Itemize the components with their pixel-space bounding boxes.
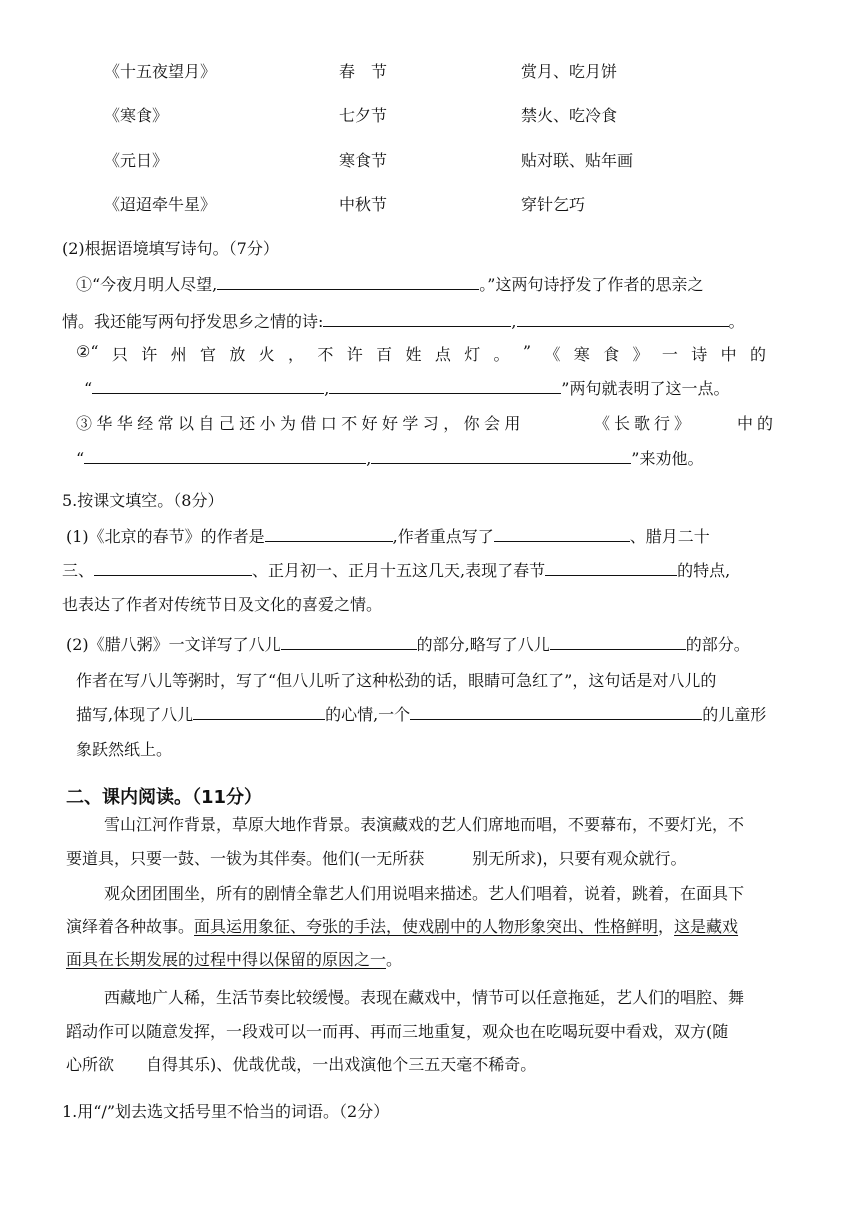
- char: 中: [720, 345, 737, 364]
- q5-part2-line2: 作者在写八儿等粥时，写了“但八儿听了这种松劲的话，眼睛可急红了”，这句话是对八儿的: [76, 671, 717, 690]
- section-heading: 二、课内阅读。（11分）: [66, 787, 263, 808]
- char: 许: [346, 345, 363, 364]
- char: 食: [603, 345, 620, 364]
- answer-blank[interactable]: [494, 540, 630, 542]
- question-text: ③华华经常以自己还小为借口不好好学习，你会用: [76, 414, 525, 433]
- custom-item: 穿针乞巧: [521, 195, 586, 214]
- char: 灯: [464, 345, 481, 364]
- char: 只: [111, 345, 128, 364]
- passage-text: ，: [658, 917, 675, 936]
- answer-blank[interactable]: [193, 718, 325, 720]
- char: 《: [544, 345, 561, 364]
- q5-part2-line3: [76, 702, 766, 725]
- poem-item-3: [76, 411, 776, 434]
- char: ”: [522, 342, 532, 361]
- char: 》: [632, 345, 649, 364]
- char: 州: [170, 345, 187, 364]
- passage-text: 演绎着各种故事。: [66, 917, 195, 936]
- passage-line: 西藏地广人稀，生活节奏比较缓慢。表现在藏戏中，情节可以任意拖延，艺人们的唱腔、舞: [104, 988, 745, 1007]
- question-text: 的部分。: [685, 635, 750, 654]
- underlined-sentence: 面具在长期发展的过程中得以保留的原因之一: [66, 950, 387, 969]
- punct: “: [76, 449, 85, 468]
- q5-part2-line4: 象跃然纸上。: [76, 740, 173, 759]
- festival-item: 春 节: [339, 62, 388, 81]
- poem-item: 《迢迢牵牛星》: [104, 195, 217, 214]
- festival-item: 七夕节: [339, 106, 388, 125]
- char: 官: [199, 345, 216, 364]
- poem-item-3-cont: [76, 446, 703, 469]
- question-text: 三、: [62, 561, 95, 580]
- custom-item: 禁火、吃冷食: [521, 106, 618, 125]
- question-text: ①“今夜月明人尽望,: [76, 275, 218, 294]
- char: ，: [288, 345, 305, 364]
- question-text: 描写,体现了八儿: [76, 705, 194, 724]
- char: 百: [376, 345, 393, 364]
- answer-blank[interactable]: [84, 462, 366, 464]
- question-text: 的特点,: [677, 561, 731, 580]
- question-title: 1.用“/”划去选文括号里不恰当的词语。（2分）: [62, 1102, 390, 1121]
- q5-part1-line2: [62, 558, 730, 581]
- passage-line: [66, 914, 738, 937]
- passage-line: 观众团团围坐，所有的剧情全靠艺人们用说唱来描述。艺人们唱着，说着，跳着，在面具下: [104, 884, 745, 903]
- punct: “: [84, 379, 93, 398]
- passage-line: 雪山江河作背景，草原大地作背景。表演藏戏的艺人们席地而唱，不要幕布，不要灯光，不: [104, 815, 745, 834]
- poem-item: 《元日》: [104, 151, 169, 170]
- poem-item-1: [76, 272, 703, 295]
- char: 。: [493, 345, 510, 364]
- poem-item-1-cont: [62, 309, 745, 332]
- answer-blank[interactable]: [410, 718, 702, 720]
- char: 诗: [691, 345, 708, 364]
- question-text: 《长歌行》: [594, 414, 695, 433]
- question-text: 。”这两句诗抒发了作者的思亲之: [479, 275, 704, 294]
- char: 许: [141, 345, 158, 364]
- char: 点: [434, 345, 451, 364]
- passage-line: 蹈动作可以随意发挥，一段戏可以一而再、再而三地重复，观众也在吃喝玩耍中看戏，双方(随: [66, 1022, 729, 1041]
- question-text: ”两句就表明了这一点。: [561, 379, 730, 398]
- underlined-sentence: 这是藏戏: [674, 917, 739, 936]
- poem-item-2: [76, 342, 766, 365]
- passage-line: [66, 947, 402, 970]
- answer-blank[interactable]: [92, 392, 324, 394]
- passage-line: 要道具，只要一鼓、一钹为其伴奏。他们(一无所获 别无所求)，只要有观众就行。: [66, 849, 687, 868]
- passage-line: 心所欲 自得其乐)、优哉优哉，一出戏演他个三五天毫不稀奇。: [66, 1055, 537, 1074]
- punct: 。: [728, 312, 745, 331]
- answer-blank[interactable]: [517, 325, 729, 327]
- custom-item: 赏月、吃月饼: [521, 62, 618, 81]
- char: 火: [258, 345, 275, 364]
- answer-blank[interactable]: [550, 648, 686, 650]
- question-text: 中的: [737, 414, 778, 433]
- punct: ,: [511, 312, 517, 331]
- question-text: 、正月初一、正月十五这几天,表现了春节: [252, 561, 546, 580]
- question-text: 、腊月二十: [629, 527, 710, 546]
- char: 放: [229, 345, 246, 364]
- answer-blank[interactable]: [265, 540, 393, 542]
- question-text: (2)《腊八粥》一文详写了八儿: [66, 635, 281, 654]
- question-text: (1)《北京的春节》的作者是: [66, 527, 265, 546]
- char: 寒: [573, 345, 590, 364]
- char: 不: [317, 345, 334, 364]
- char: 的: [749, 345, 766, 364]
- punct: ,: [324, 379, 330, 398]
- q5-part1-line3: 也表达了作者对传统节日及文化的喜爱之情。: [62, 595, 383, 614]
- question-text: 情。我还能写两句抒发思乡之情的诗:: [62, 312, 324, 331]
- answer-blank[interactable]: [371, 462, 631, 464]
- question-text: ”来劝他。: [631, 449, 704, 468]
- char: ②“: [76, 342, 99, 361]
- q5-part2-line1: [66, 632, 750, 655]
- punct: ,: [366, 449, 372, 468]
- poem-item-2-cont: [84, 376, 729, 399]
- question-text: 的部分,略写了八儿: [416, 635, 550, 654]
- festival-item: 寒食节: [339, 151, 388, 170]
- question-title: (2)根据语境填写诗句。（7分）: [62, 239, 279, 258]
- question-text: 的心情,一个: [325, 705, 411, 724]
- passage-text: 。: [386, 950, 403, 969]
- poem-item: 《十五夜望月》: [104, 62, 217, 81]
- q5-part1-line1: [66, 524, 710, 547]
- question-title: 5.按课文填空。（8分）: [62, 491, 224, 510]
- custom-item: 贴对联、贴年画: [521, 151, 634, 170]
- answer-blank[interactable]: [94, 574, 252, 576]
- answer-blank[interactable]: [329, 392, 561, 394]
- question-text: 的儿童形: [702, 705, 767, 724]
- char: 姓: [405, 345, 422, 364]
- question-text: ,作者重点写了: [392, 527, 494, 546]
- char: 一: [661, 345, 678, 364]
- answer-blank[interactable]: [323, 325, 511, 327]
- underlined-sentence: 面具运用象征、夸张的手法，使戏剧中的人物形象突出、性格鲜明: [194, 917, 659, 936]
- festival-item: 中秋节: [339, 195, 388, 214]
- answer-blank[interactable]: [217, 288, 479, 290]
- answer-blank[interactable]: [281, 648, 417, 650]
- poem-item: 《寒食》: [104, 106, 169, 125]
- answer-blank[interactable]: [545, 574, 677, 576]
